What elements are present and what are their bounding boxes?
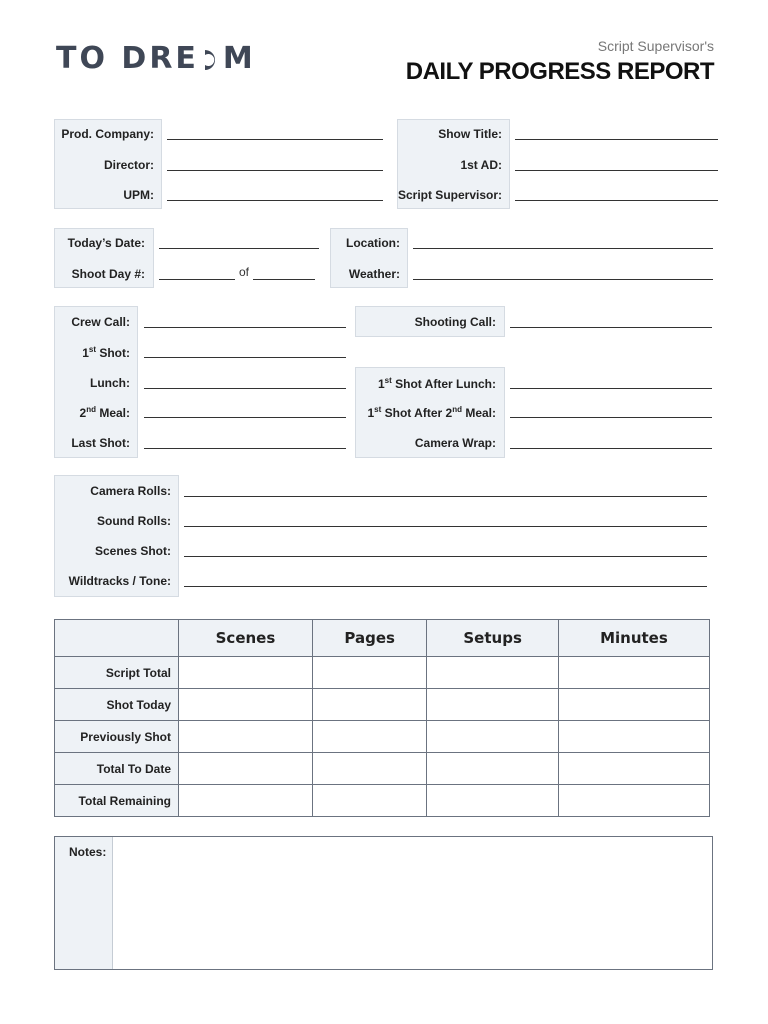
location-field[interactable]	[413, 248, 713, 249]
first-shot-label: 1st Shot:	[82, 345, 130, 360]
sound-rolls-label: Sound Rolls:	[97, 514, 171, 528]
table-row	[55, 785, 710, 817]
first-ad-label: 1st AD:	[460, 158, 502, 172]
column-header-minutes: Minutes	[558, 620, 709, 657]
report-subtitle: Script Supervisor's	[597, 38, 714, 54]
table-cell[interactable]	[427, 657, 558, 689]
table-cell[interactable]	[558, 785, 709, 817]
notes-label-column	[55, 837, 113, 969]
first-ad-field[interactable]	[515, 170, 718, 171]
last-shot-field[interactable]	[144, 448, 346, 449]
column-header-scenes: Scenes	[179, 620, 313, 657]
table-cell[interactable]	[427, 721, 558, 753]
crew-call-field[interactable]	[144, 327, 346, 328]
table-cell[interactable]	[312, 785, 426, 817]
table-cell[interactable]	[179, 689, 313, 721]
table-row	[55, 657, 710, 689]
shoot-day-field[interactable]	[159, 279, 235, 280]
shot-after-second-meal-field[interactable]	[510, 417, 712, 418]
shot-after-lunch-field[interactable]	[510, 388, 712, 389]
notes-box[interactable]	[54, 836, 713, 970]
table-cell[interactable]	[558, 721, 709, 753]
prod-company-field[interactable]	[167, 139, 383, 140]
column-header-setups: Setups	[427, 620, 558, 657]
notes-label: Notes:	[69, 845, 107, 859]
table-header-row	[55, 620, 710, 657]
scenes-shot-label: Scenes Shot:	[94, 544, 171, 558]
crew-call-label: Crew Call:	[71, 315, 130, 329]
shot-after-second-meal-label: 1st Shot After 2nd Meal:	[367, 405, 496, 420]
sound-rolls-field[interactable]	[184, 526, 707, 527]
camera-rolls-field[interactable]	[184, 496, 707, 497]
camera-wrap-field[interactable]	[510, 448, 712, 449]
shooting-call-field[interactable]	[510, 327, 712, 328]
row-label-script-total: Script Total	[55, 657, 179, 689]
table-cell[interactable]	[312, 657, 426, 689]
scenes-shot-field[interactable]	[184, 556, 707, 557]
report-title: DAILY PROGRESS REPORT	[405, 58, 714, 85]
table-cell[interactable]	[558, 689, 709, 721]
table-cell[interactable]	[312, 689, 426, 721]
table-corner-cell	[55, 620, 179, 657]
second-meal-field[interactable]	[144, 417, 346, 418]
prod-company-label: Prod. Company:	[61, 127, 154, 141]
location-label: Location:	[346, 236, 400, 250]
totals-table	[54, 619, 710, 817]
camera-wrap-label: Camera Wrap:	[414, 436, 496, 450]
wildtracks-label: Wildtracks / Tone:	[68, 574, 171, 588]
show-title-label: Show Title:	[438, 127, 502, 141]
row-label-total-remaining: Total Remaining	[55, 785, 179, 817]
weather-field[interactable]	[413, 279, 713, 280]
column-header-pages: Pages	[312, 620, 426, 657]
director-field[interactable]	[167, 170, 383, 171]
shoot-day-label: Shoot Day #:	[71, 267, 145, 281]
shoot-day-total-field[interactable]	[253, 279, 315, 280]
upm-label: UPM:	[123, 188, 154, 202]
shooting-call-label: Shooting Call:	[414, 315, 496, 329]
table-cell[interactable]	[427, 689, 558, 721]
row-label-previously-shot: Previously Shot	[55, 721, 179, 753]
table-cell[interactable]	[427, 753, 558, 785]
moon-icon	[201, 40, 221, 78]
show-title-field[interactable]	[515, 139, 718, 140]
logo-text-right: M	[222, 41, 256, 76]
second-meal-label: 2nd Meal:	[79, 405, 130, 420]
camera-rolls-label: Camera Rolls:	[90, 484, 171, 498]
last-shot-label: Last Shot:	[71, 436, 130, 450]
director-label: Director:	[103, 158, 154, 172]
todays-date-field[interactable]	[159, 248, 319, 249]
table-cell[interactable]	[312, 753, 426, 785]
row-label-total-to-date: Total To Date	[55, 753, 179, 785]
table-cell[interactable]	[179, 657, 313, 689]
weather-label: Weather:	[348, 267, 400, 281]
table-cell[interactable]	[558, 657, 709, 689]
table-cell[interactable]	[427, 785, 558, 817]
table-cell[interactable]	[179, 785, 313, 817]
upm-field[interactable]	[167, 200, 383, 201]
table-row	[55, 753, 710, 785]
table-cell[interactable]	[179, 753, 313, 785]
wildtracks-field[interactable]	[184, 586, 707, 587]
table-cell[interactable]	[312, 721, 426, 753]
row-label-shot-today: Shot Today	[55, 689, 179, 721]
lunch-field[interactable]	[144, 388, 346, 389]
first-shot-field[interactable]	[144, 357, 346, 358]
logo-text-left: TO DRE	[56, 41, 199, 76]
todays-date-label: Today’s Date:	[67, 236, 145, 250]
table-cell[interactable]	[179, 721, 313, 753]
shot-after-lunch-label: 1st Shot After Lunch:	[377, 376, 496, 391]
table-row	[55, 689, 710, 721]
script-supervisor-field[interactable]	[515, 200, 718, 201]
shoot-day-of: of	[239, 265, 250, 279]
table-cell[interactable]	[558, 753, 709, 785]
lunch-label: Lunch:	[90, 376, 130, 390]
script-supervisor-label: Script Supervisor:	[397, 188, 502, 202]
company-logo	[56, 40, 256, 78]
table-row	[55, 721, 710, 753]
